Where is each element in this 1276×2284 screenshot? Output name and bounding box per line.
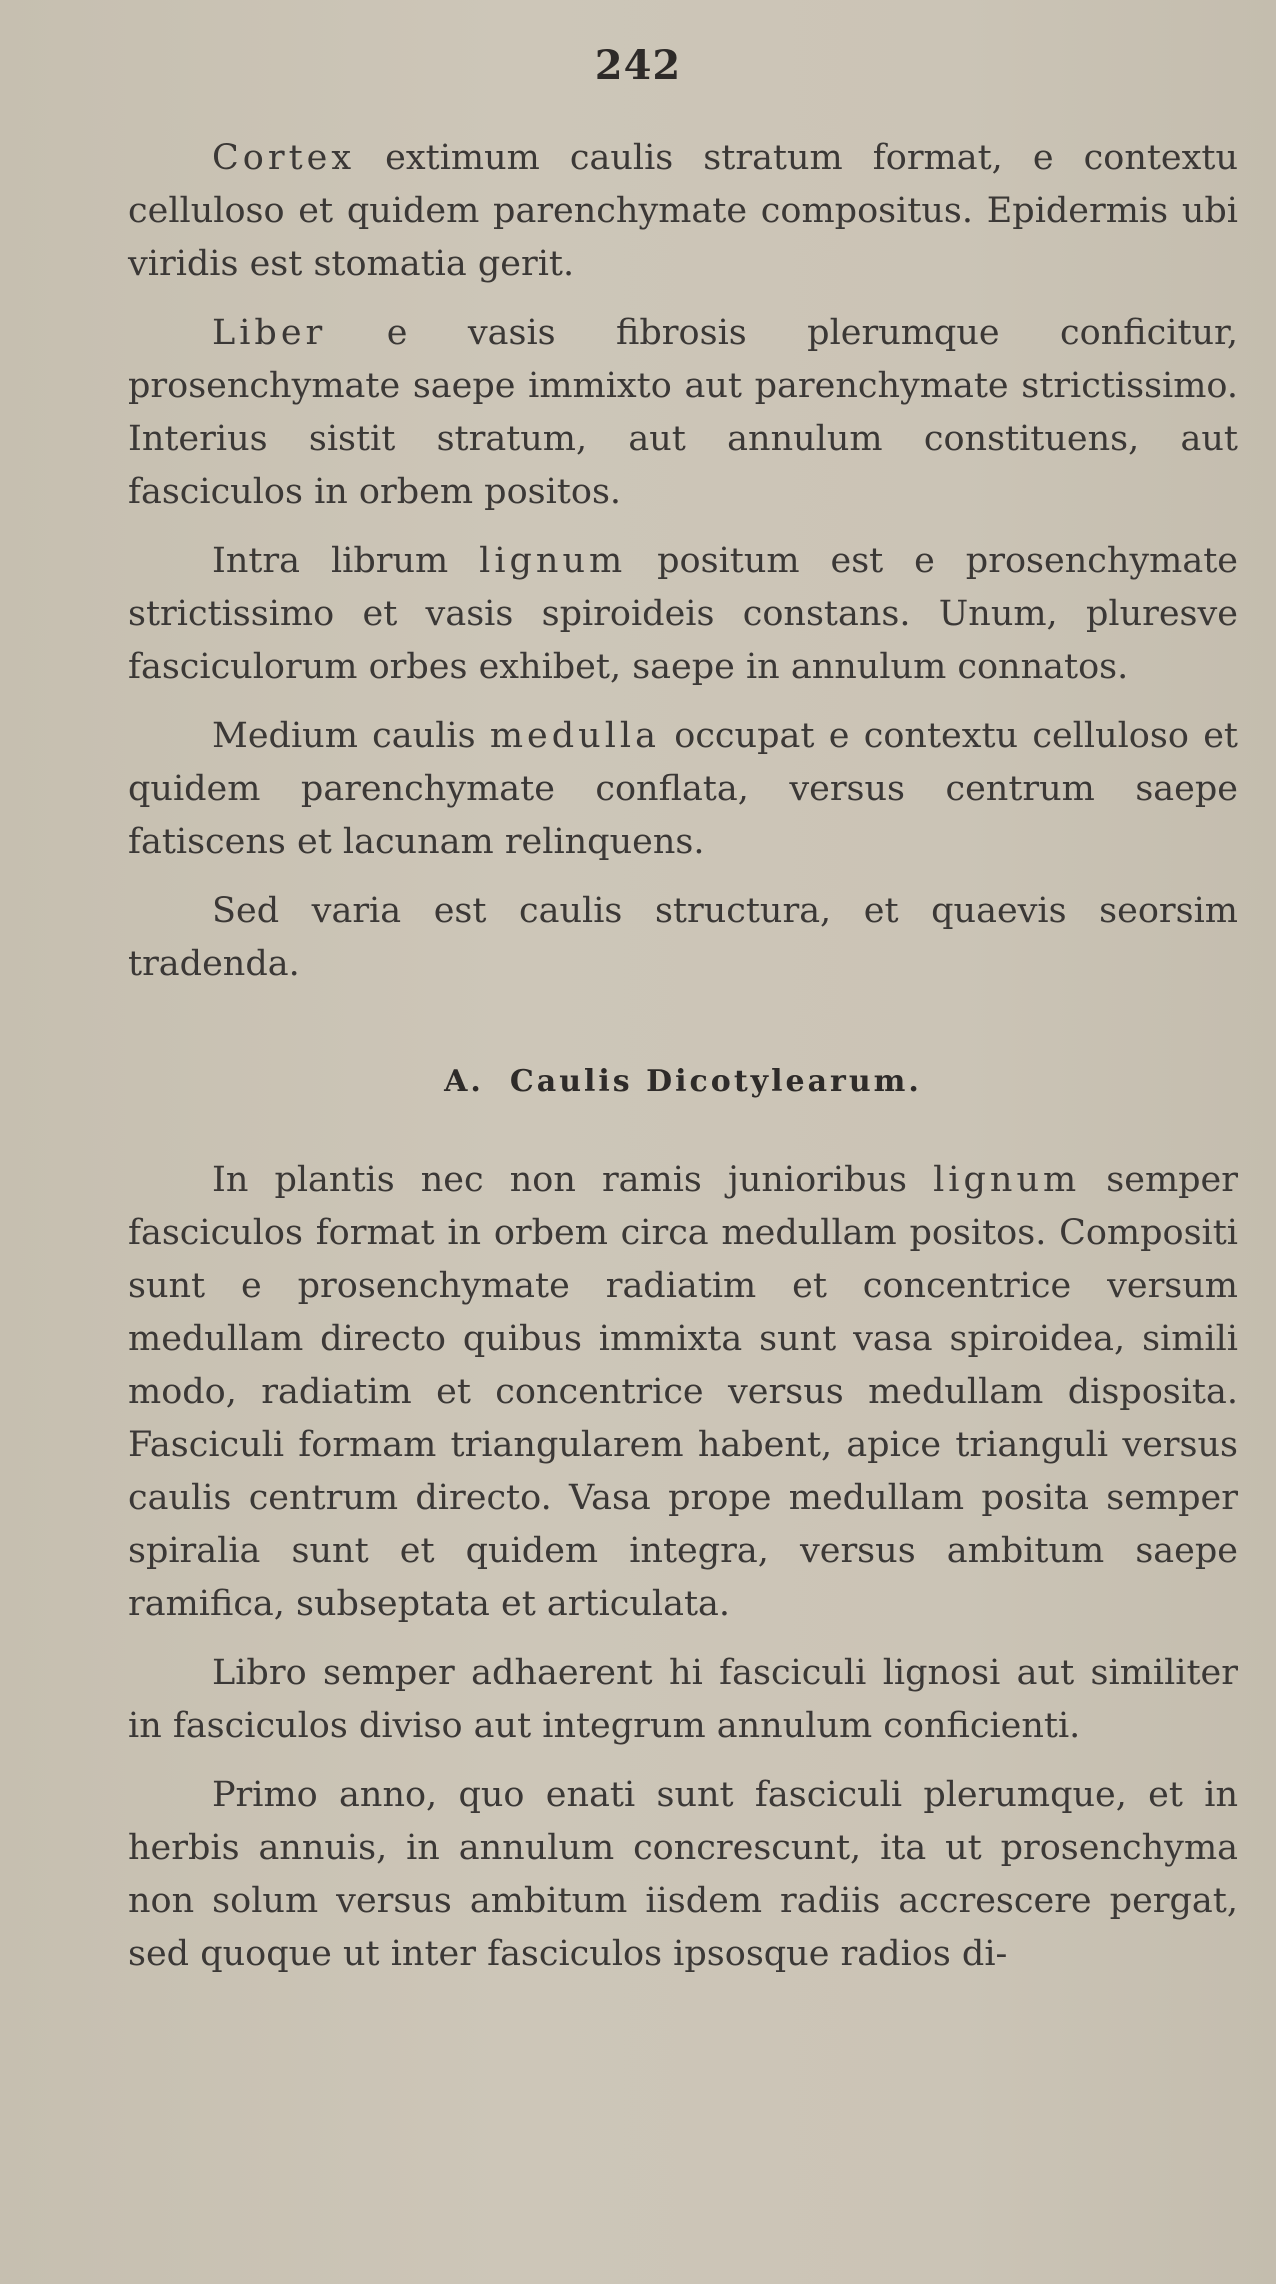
- section-label: A.: [444, 1064, 484, 1099]
- paragraph-text: occupat e contextu celluloso et quidem parenchymate conflata, versus centrum saepe fatiscens et lacunam relinquens.: [128, 716, 1238, 862]
- paragraph-text: Primo anno, quo enati sunt fasciculi plerumque, et in herbis annuis, in annulum concrescunt, ita ut prosenchyma non solum versus ambitum iisdem radiis accrescere pergat, sed quoque ut inter fasciculos ipsosque radios di-: [128, 1775, 1238, 1974]
- emphasized-term: Liber: [212, 313, 327, 353]
- paragraph: [128, 1769, 1238, 1981]
- paragraphs-before-heading: [128, 132, 1238, 991]
- emphasized-term: medulla: [489, 716, 660, 756]
- emphasized-term: lignum: [933, 1160, 1081, 1200]
- paragraph-text: Sed varia est caulis structura, et quaevis seorsim tradenda.: [128, 891, 1238, 984]
- paragraph-text: Medium caulis: [212, 716, 490, 756]
- section-heading: [128, 1055, 1238, 1108]
- paragraph: [128, 885, 1238, 991]
- paragraph: [128, 307, 1238, 519]
- paragraph: [128, 1647, 1238, 1753]
- emphasized-term: Cortex: [212, 138, 356, 178]
- paragraph: [128, 132, 1238, 291]
- paragraph: [128, 535, 1238, 694]
- paragraph-text: e vasis fibrosis plerumque conficitur, prosenchymate saepe immixto aut parenchymate strictissimo. Interius sistit stratum, aut annulum constituens, aut fasciculos in orbem positos.: [128, 313, 1238, 512]
- emphasized-term: lignum: [479, 541, 627, 581]
- page-number: 242: [594, 42, 682, 89]
- paragraph: [128, 710, 1238, 869]
- body-text: [128, 132, 1238, 1997]
- paragraph-text: extimum caulis stratum format, e contextu celluloso et quidem parenchymate compositus. Epidermis ubi viridis est stomatia gerit.: [128, 138, 1238, 284]
- paragraph-text: In plantis nec non ramis junioribus: [212, 1160, 934, 1200]
- paragraph-text: Libro semper adhaerent hi fasciculi lignosi aut similiter in fasciculos diviso aut integrum annulum conficienti.: [128, 1653, 1238, 1746]
- section-title: Caulis Dicotylearum.: [509, 1064, 922, 1099]
- paragraphs-after-heading: [128, 1154, 1238, 1981]
- paragraph-text: positum est e prosenchymate strictissimo et vasis spiroideis constans. Unum, pluresve fasciculorum orbes exhibet, saepe in annulum connatos.: [128, 541, 1238, 687]
- paragraph-text: Intra librum: [212, 541, 480, 581]
- paragraph-text: semper fasciculos format in orbem circa medullam positos. Compositi sunt e prosenchymate radiatim et concentrice versum medullam directo quibus immixta sunt vasa spiroidea, simili modo, radiatim et concentrice versus medullam disposita. Fasciculi formam triangularem habent, apice trianguli versus caulis centrum directo. Vasa prope medullam posita semper spiralia sunt et quidem integra, versus ambitum saepe ramifica, subseptata et articulata.: [128, 1160, 1238, 1624]
- paragraph: [128, 1154, 1238, 1631]
